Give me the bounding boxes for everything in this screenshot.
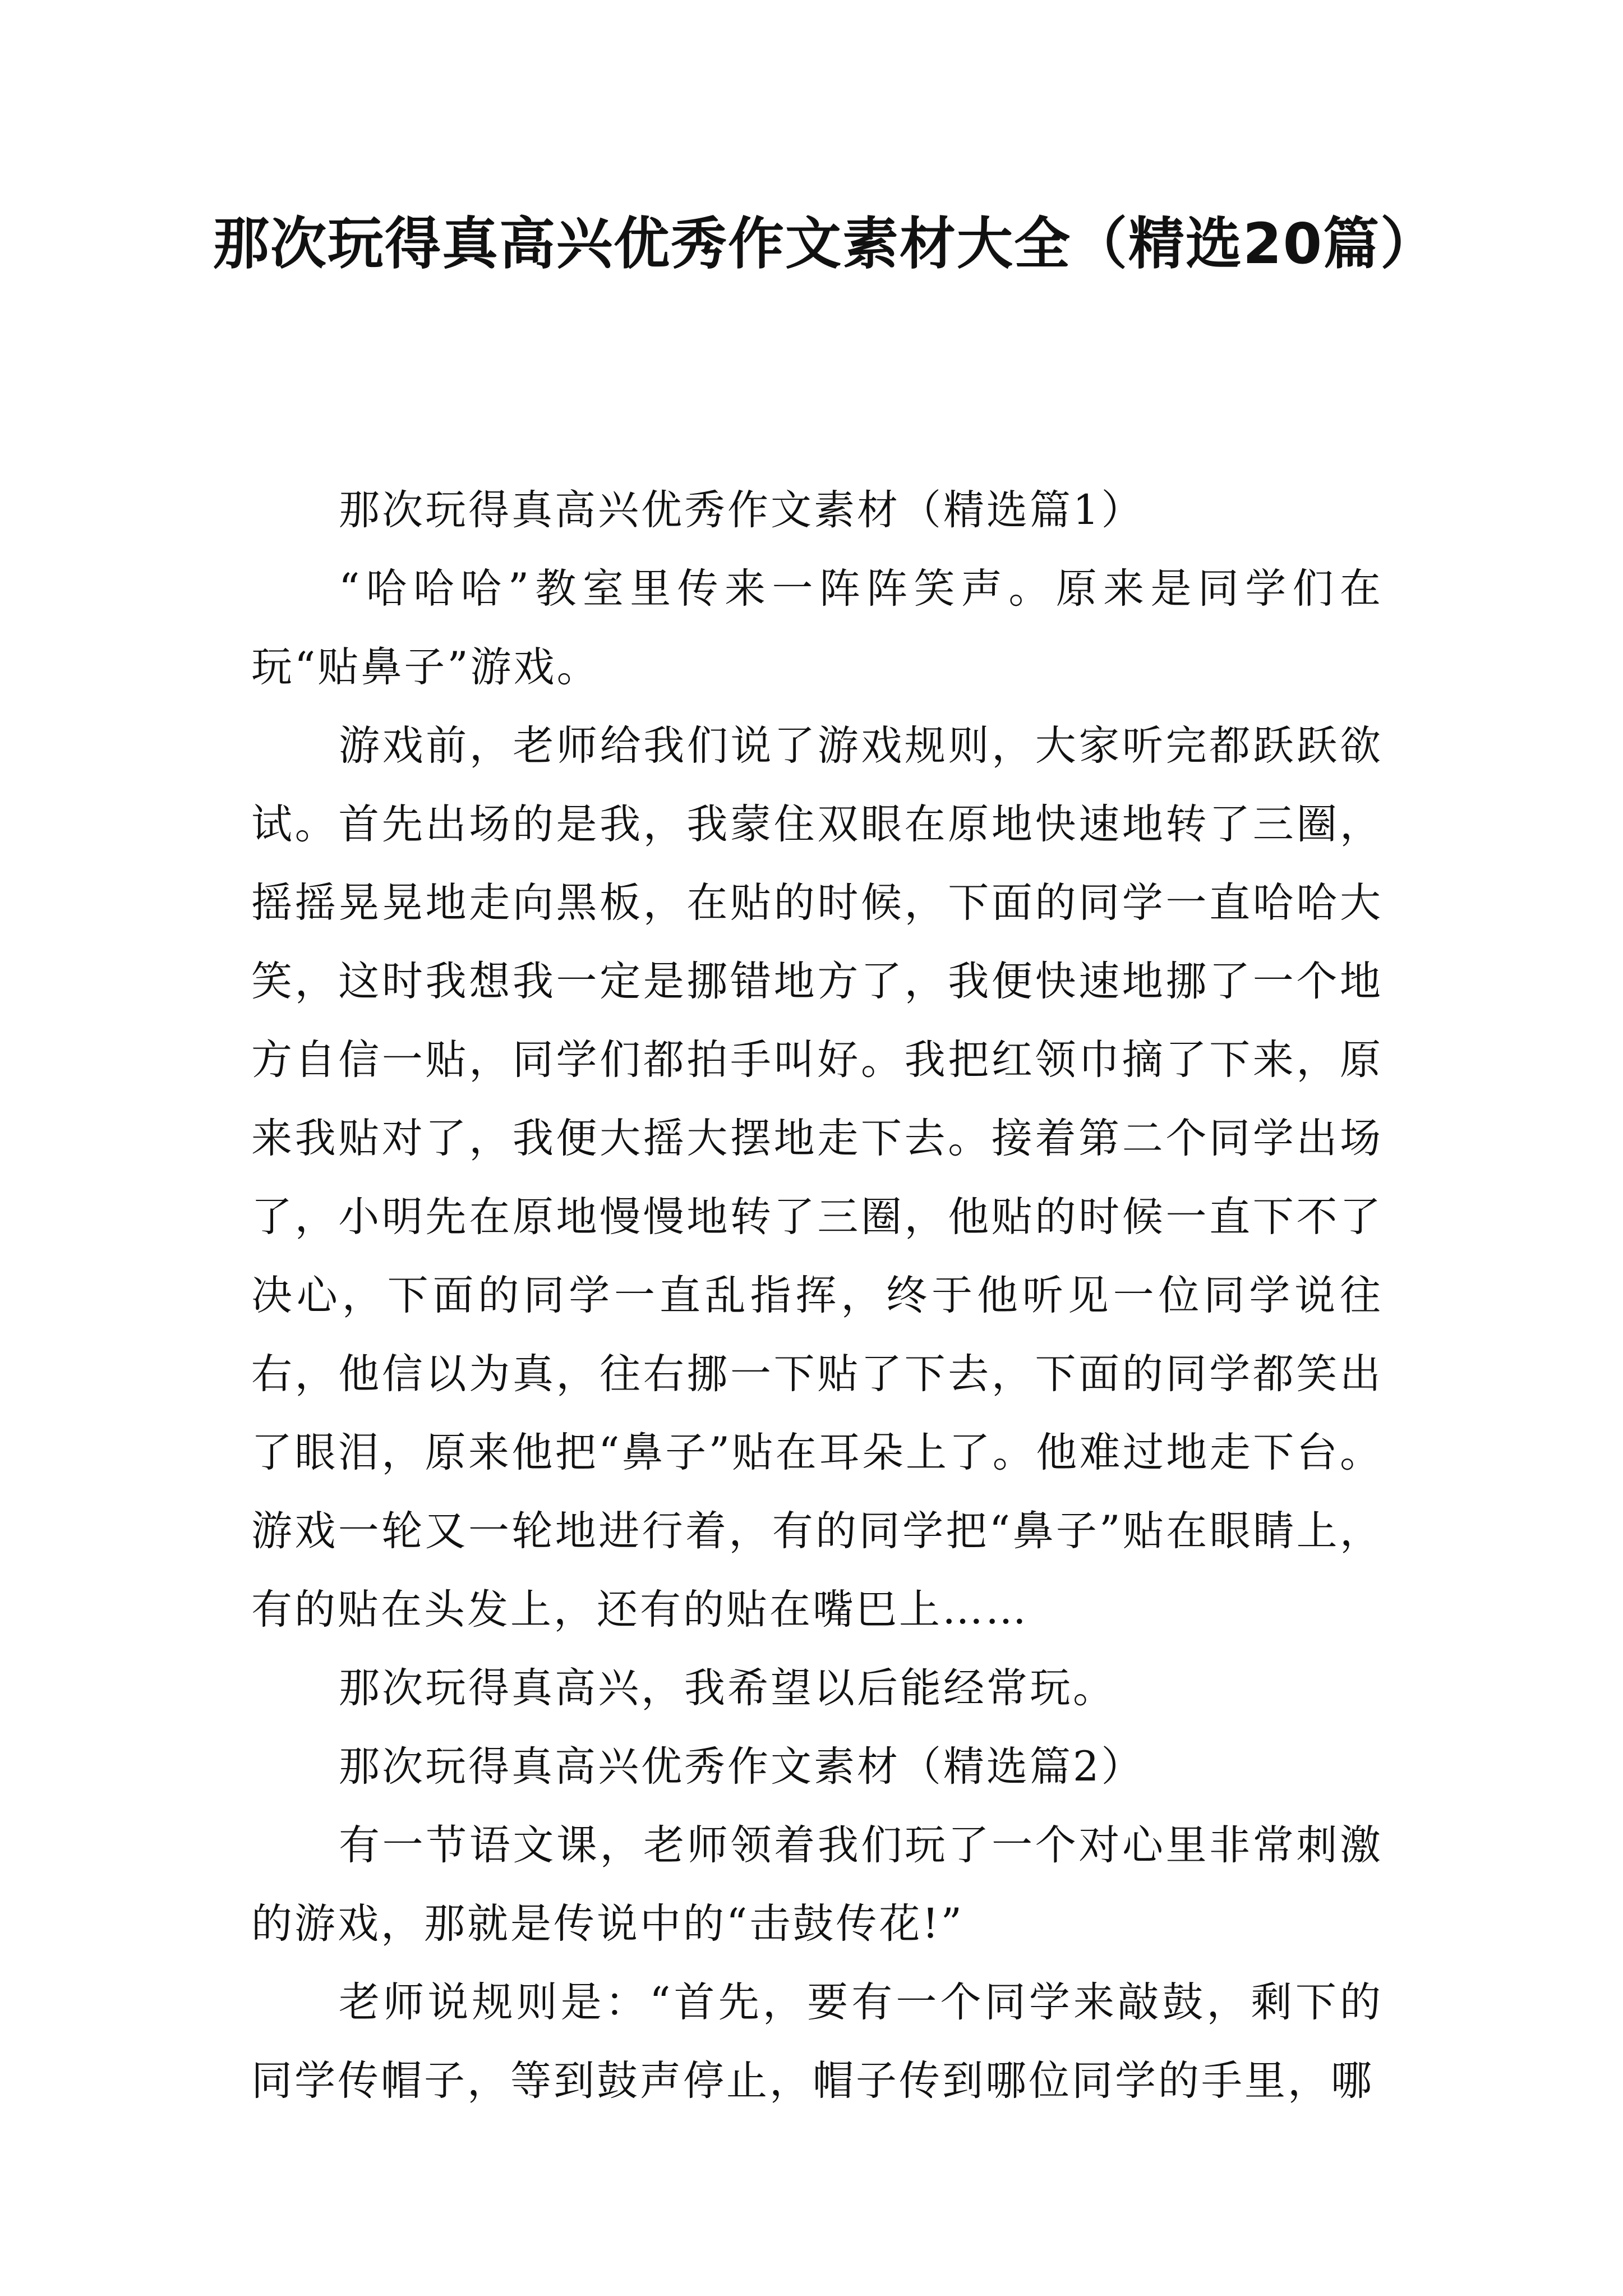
section-heading-2: 那次玩得真高兴优秀作文素材（精选篇2） <box>339 1743 1145 1791</box>
document-title: 那次玩得真高兴优秀作文素材大全（精选20篇） <box>213 211 1438 277</box>
document-body <box>251 471 1383 2120</box>
paragraph: 那次玩得真高兴，我希望以后能经常玩。 <box>339 1664 1116 1712</box>
paragraph: “哈哈哈”教室里传来一阵阵笑声。原来是同学们在玩“贴鼻子”游戏。 <box>251 565 1383 691</box>
paragraph: 有一节语文课，老师领着我们玩了一个对心里非常刺激的游戏，那就是传说中的“击鼓传花!” <box>251 1821 1383 1948</box>
paragraph: 游戏前，老师给我们说了游戏规则，大家听完都跃跃欲试。首先出场的是我，我蒙住双眼在原地快速地转了三圈，摇摇晃晃地走向黑板，在贴的时候，下面的同学一直哈哈大笑，这时我想我一定是挪错地方了，我便快速地挪了一个地方自信一贴，同学们都拍手叫好。我把红领巾摘了下来，原来我贴对了，我便大摇大摆地走下去。接着第二个同学出场了，小明先在原地慢慢地转了三圈，他贴的时候一直下不了决心，下面的同学一直乱指挥，终于他听见一位同学说往右，他信以为真，往右挪一下贴了下去，下面的同学都笑出了眼泪，原来他把“鼻子”贴在耳朵上了。他难过地走下台。游戏一轮又一轮地进行着，有的同学把“鼻子”贴在眼睛上，有的贴在头发上，还有的贴在嘴巴上…… <box>251 722 1383 1634</box>
section-heading-1: 那次玩得真高兴优秀作文素材（精选篇1） <box>339 486 1145 534</box>
paragraph: 老师说规则是：“首先，要有一个同学来敲鼓，剩下的同学传帽子，等到鼓声停止，帽子传到哪位同学的手里，哪 <box>251 1978 1383 2105</box>
